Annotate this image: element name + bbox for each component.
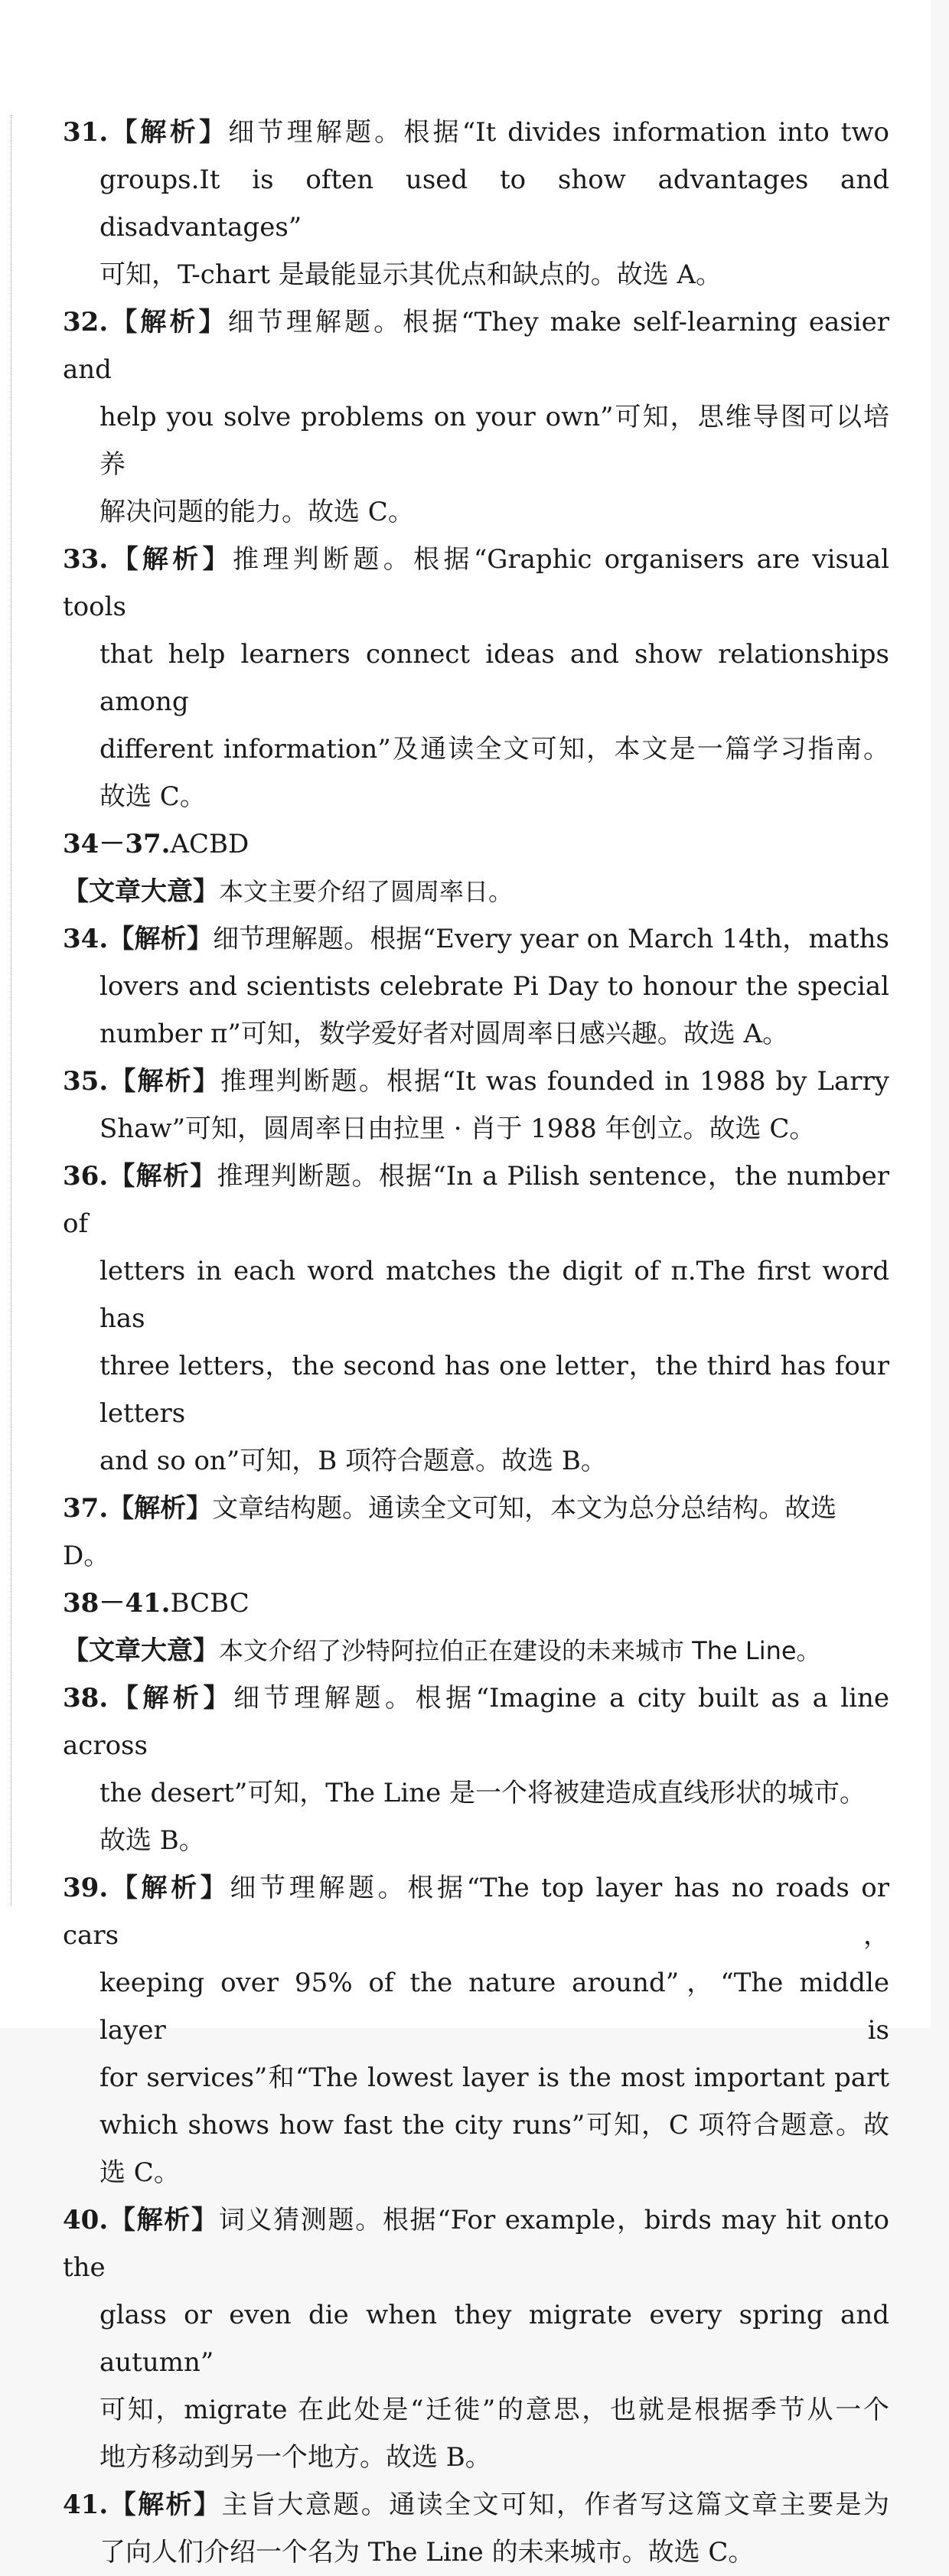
summary-tag: 【文章大意】 — [63, 876, 219, 907]
answer-item-37 — [63, 1485, 889, 1580]
question-number: 37. — [63, 1493, 109, 1524]
group-answers: ACBD — [170, 829, 249, 859]
passage-summary — [63, 868, 889, 915]
question-number: 32. — [63, 307, 109, 337]
summary-text: 本文主要介绍了圆周率日。 — [219, 877, 514, 906]
answer-item-32 — [63, 298, 889, 536]
question-number: 34. — [63, 924, 109, 954]
answer-group-38-41 — [63, 1580, 889, 1627]
answer-line — [63, 536, 889, 631]
question-number: 31. — [63, 117, 109, 148]
answer-item-33 — [63, 536, 889, 820]
analysis-tag: 【解析】 — [108, 1161, 217, 1192]
answer-line — [63, 1153, 889, 1247]
answer-line: 了向人们介绍一个名为 The Line 的未来城市。故选 C。 — [99, 2537, 755, 2568]
answer-line: three letters，the second has one letter，the third has four letters — [99, 1351, 889, 1429]
analysis-tag: 【解析】 — [108, 1683, 234, 1714]
group-range: 34－37. — [63, 829, 171, 859]
answer-line: Shaw”可知，圆周率日由拉里 · 肖于 1988 年创立。故选 C。 — [99, 1114, 816, 1144]
answer-line — [63, 1058, 889, 1105]
answer-text: 主旨大意题。通读全文可知，作者写这篇文章主要是为 — [221, 2490, 890, 2520]
answer-line: 解决问题的能力。故选 C。 — [99, 497, 414, 527]
answer-text: 细节理解题。根据“They make self-learning easier and — [63, 307, 889, 385]
answer-line: 可知，migrate 在此处是“迁徙”的意思，也就是根据季节从一个 — [99, 2395, 889, 2425]
analysis-tag: 【解析】 — [108, 117, 229, 148]
answer-item-38 — [63, 1674, 889, 1864]
answer-line: keeping over 95% of the nature around”，“The middle layer is — [99, 1968, 889, 2046]
answer-line — [63, 298, 889, 393]
answer-item-36 — [63, 1153, 889, 1485]
answer-line — [63, 915, 889, 963]
group-answers: BCBC — [170, 1588, 249, 1619]
answer-text: 词义猜测题。根据“For example，birds may hit onto the — [63, 2205, 890, 2283]
answer-line: 可知，T-chart 是最能显示其优点和缺点的。故选 A。 — [99, 259, 722, 290]
answer-line — [63, 2481, 889, 2529]
question-number: 41. — [63, 2490, 109, 2520]
answer-item-34 — [63, 915, 889, 1058]
answer-content — [63, 109, 889, 2576]
answer-line: and so on”可知，B 项符合题意。故选 B。 — [99, 1446, 607, 1476]
answer-text: 推理判断题。根据“In a Pilish sentence，the number of — [63, 1161, 889, 1239]
answer-text: 细节理解题。根据“It divides information into two — [228, 117, 889, 148]
answer-item-31 — [63, 109, 889, 298]
answer-line — [63, 1674, 889, 1769]
analysis-tag: 【解析】 — [108, 1873, 230, 1903]
answer-line: for services”和“The lowest layer is the most important part — [99, 2062, 889, 2093]
question-number: 35. — [63, 1066, 109, 1097]
analysis-tag: 【解析】 — [108, 924, 214, 954]
answer-line: which shows how fast the city runs”可知，C 项符合题意。故 — [99, 2110, 889, 2141]
answer-item-41 — [63, 2481, 889, 2576]
group-range: 38－41. — [63, 1588, 171, 1619]
answer-item-40 — [63, 2196, 889, 2481]
passage-summary — [63, 1627, 889, 1674]
answer-text: 细节理解题。根据“The top layer has no roads or cars， — [63, 1873, 889, 1951]
analysis-tag: 【解析】 — [108, 307, 228, 337]
answer-line: lovers and scientists celebrate Pi Day to honour the special — [99, 971, 889, 1002]
answer-line: the desert”可知，The Line 是一个将被建造成直线形状的城市。 — [99, 1778, 866, 1808]
answer-line: number π”可知，数学爱好者对圆周率日感兴趣。故选 A。 — [99, 1019, 789, 1049]
question-number: 33. — [63, 544, 109, 575]
answer-line — [63, 2196, 889, 2291]
answer-line: help you solve problems on your own”可知，思维导图可以培养 — [99, 402, 889, 480]
answer-text: 细节理解题。根据“Every year on March 14th，maths — [213, 924, 890, 954]
analysis-tag: 【解析】 — [108, 2205, 219, 2235]
answer-text: 推理判断题。根据“Graphic organisers are visual tools — [63, 544, 889, 622]
answer-text: 推理判断题。根据“It was founded in 1988 by Larry — [220, 1066, 889, 1097]
answer-item-39 — [63, 1864, 889, 2196]
analysis-tag: 【解析】 — [108, 1066, 221, 1097]
analysis-tag: 【解析】 — [108, 1493, 213, 1524]
question-number: 40. — [63, 2205, 109, 2235]
answer-line — [63, 1485, 889, 1580]
answer-line: glass or even die when they migrate every spring and autumn” — [99, 2300, 889, 2378]
summary-text: 本文介绍了沙特阿拉伯正在建设的未来城市 The Line。 — [219, 1636, 821, 1665]
answer-line: 故选 B。 — [99, 1825, 205, 1856]
answer-group-34-37 — [63, 820, 889, 868]
answer-line — [63, 109, 889, 156]
answer-line: groups.It is often used to show advantages and disadvantages” — [99, 165, 889, 243]
answer-line: that help learners connect ideas and show relationships among — [99, 639, 889, 717]
answer-line: 地方移动到另一个地方。故选 B。 — [99, 2442, 491, 2473]
question-number: 39. — [63, 1873, 109, 1903]
answer-item-35 — [63, 1058, 889, 1153]
summary-tag: 【文章大意】 — [63, 1635, 219, 1666]
answer-line: different information”及通读全文可知，本文是一篇学习指南。 — [99, 734, 889, 765]
answer-line — [63, 1864, 889, 1959]
analysis-tag: 【解析】 — [108, 2490, 222, 2520]
answer-text: 文章结构题。通读全文可知，本文为总分总结构。故选 D。 — [63, 1493, 837, 1571]
question-number: 36. — [63, 1161, 109, 1192]
answer-line: letters in each word matches the digit of π.The first word has — [99, 1256, 889, 1334]
answer-text: 细节理解题。根据“Imagine a city built as a line across — [63, 1683, 890, 1761]
question-number: 38. — [63, 1683, 109, 1714]
analysis-tag: 【解析】 — [108, 544, 233, 575]
answer-line: 故选 C。 — [99, 781, 206, 812]
answer-line: 选 C。 — [99, 2157, 180, 2188]
